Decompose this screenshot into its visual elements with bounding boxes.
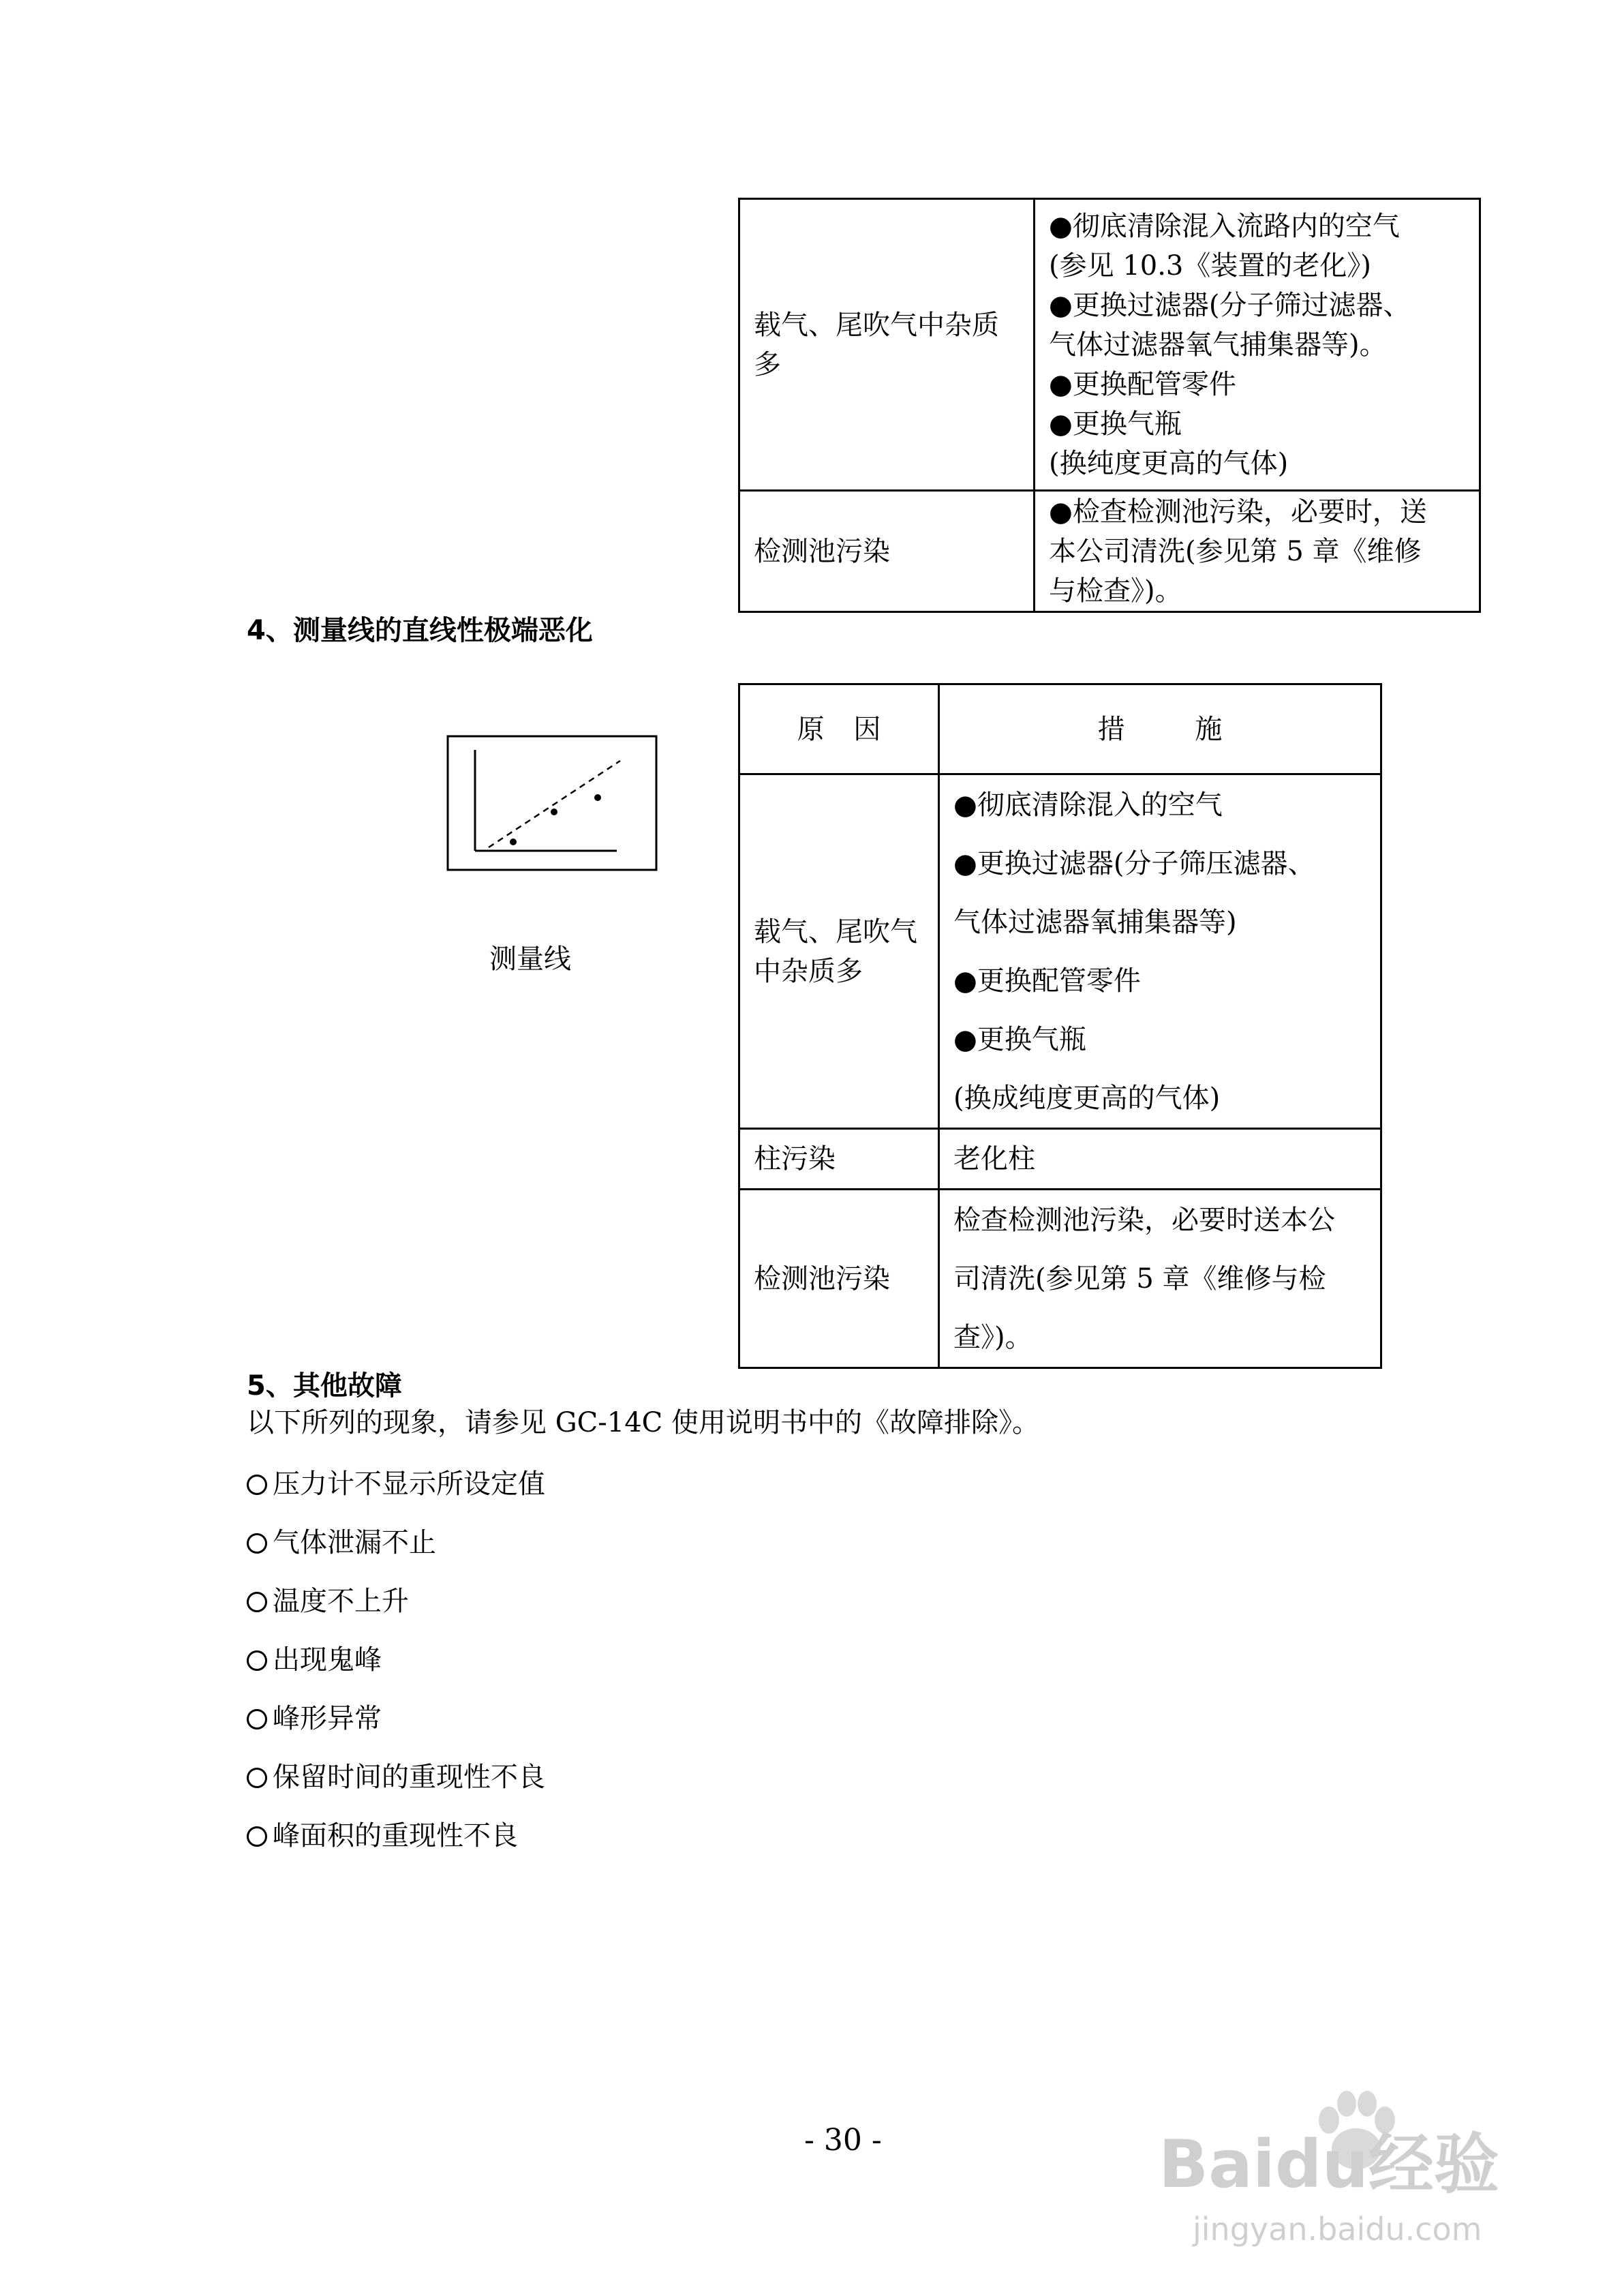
circle-bullet-icon — [247, 1475, 267, 1495]
symptom-list — [247, 1467, 545, 1877]
page-number: - 30 - — [804, 2123, 882, 2158]
data-point — [594, 794, 601, 801]
cause-cell: 载气、尾吹气 中杂质多 — [739, 774, 939, 1129]
data-point — [551, 809, 557, 815]
data-point — [510, 839, 517, 845]
watermark-logo-text: Baidu经验 — [1159, 2126, 1499, 2203]
table-row — [739, 491, 1480, 612]
circle-bullet-icon — [247, 1709, 267, 1729]
measure-cell: ●检查检测池污染，必要时，送 本公司清洗(参见第 5 章《维修 与检查》)。 — [1035, 491, 1480, 612]
section-4-title: 4、测量线的直线性极端恶化 — [247, 615, 593, 646]
table-row — [739, 1129, 1381, 1190]
cause-cell: 检测池污染 — [739, 1190, 939, 1368]
cause-cell: 柱污染 — [739, 1129, 939, 1190]
baidu-watermark — [1152, 2086, 1574, 2256]
table-header-row — [739, 684, 1381, 774]
table-row — [739, 199, 1480, 491]
dashed-fit-line — [489, 761, 620, 847]
measure-cell: ●彻底清除混入的空气 ●更换过滤器(分子筛压滤器、 气体过滤器氧捕集器等) ●更换配管零件 ●更换气瓶 (换成纯度更高的气体) — [939, 774, 1381, 1129]
list-item: 峰面积的重现性不良 — [247, 1819, 545, 1877]
circle-bullet-icon — [247, 1826, 267, 1847]
header-cause: 原 因 — [739, 684, 939, 774]
circle-bullet-icon — [247, 1650, 267, 1671]
list-item: 保留时间的重现性不良 — [247, 1760, 545, 1819]
measure-cell: 老化柱 — [939, 1129, 1381, 1190]
figure-caption: 测量线 — [489, 943, 571, 975]
calibration-curve-figure — [446, 735, 658, 871]
watermark-url: jingyan.baidu.com — [1193, 2211, 1482, 2248]
troubleshoot-table-2 — [738, 683, 1382, 1369]
circle-bullet-icon — [247, 1533, 267, 1554]
measure-cell: ●彻底清除混入流路内的空气 (参见 10.3《装置的老化》) ●更换过滤器(分子筛过滤器、 气体过滤器氧气捕集器等)。 ●更换配管零件 ●更换气瓶 (换纯度更高的气体) — [1035, 199, 1480, 491]
cause-cell: 检测池污染 — [739, 491, 1035, 612]
table-row — [739, 1190, 1381, 1368]
cause-cell: 载气、尾吹气中杂质 多 — [739, 199, 1035, 491]
troubleshoot-table-1 — [738, 198, 1481, 613]
circle-bullet-icon — [247, 1592, 267, 1612]
section-5-intro: 以下所列的现象，请参见 GC-14C 使用说明书中的《故障排除》。 — [247, 1407, 1040, 1438]
measure-cell: 检查检测池污染，必要时送本公 司清洗(参见第 5 章《维修与检 查》)。 — [939, 1190, 1381, 1368]
header-measure: 措 施 — [939, 684, 1381, 774]
list-item: 峰形异常 — [247, 1702, 545, 1760]
circle-bullet-icon — [247, 1768, 267, 1788]
list-item: 压力计不显示所设定值 — [247, 1467, 545, 1526]
list-item: 温度不上升 — [247, 1584, 545, 1643]
table-row — [739, 774, 1381, 1129]
list-item: 气体泄漏不止 — [247, 1526, 545, 1584]
section-5-title: 5、其他故障 — [247, 1370, 402, 1402]
list-item: 出现鬼峰 — [247, 1643, 545, 1702]
